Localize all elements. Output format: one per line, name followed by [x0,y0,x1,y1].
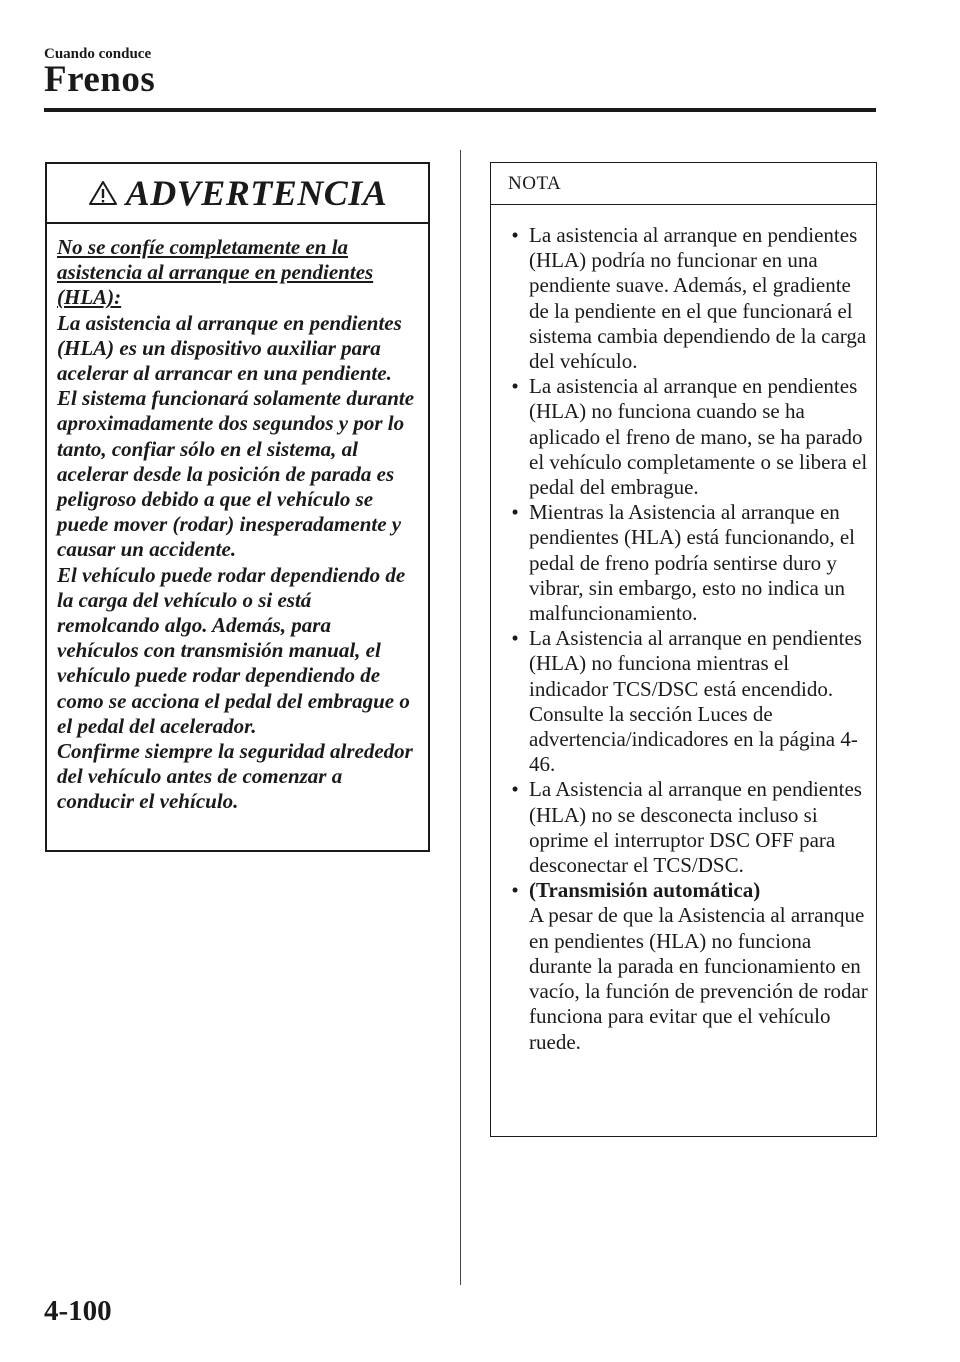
note-box [490,162,877,1137]
warning-header [47,164,428,224]
note-title: NOTA [491,163,876,205]
column-divider [460,150,461,1285]
note-item-text: La asistencia al arranque en pendientes (HLA) podría no funcionar en una pendiente suave. Además, el gradiente de la pendiente en el que funcionará el sistema cambia dependiendo de la carga del vehículo. [529,223,867,374]
note-item [501,878,870,1054]
page-number: 4-100 [44,1295,112,1327]
section-title: Frenos [44,59,156,100]
bullet-icon: • [511,878,519,903]
note-item [501,500,870,626]
bullet-icon: • [511,626,519,651]
header-rule [44,108,876,112]
section-label: Cuando conduce [44,46,152,62]
note-item-text: La Asistencia al arranque en pendientes (HLA) no funciona mientras el indicador TCS/DSC está encendido. [529,626,862,701]
note-item-text: A pesar de que la Asistencia al arranque en pendientes (HLA) no funciona durante la parada en funcionamiento en vacío, la función de prevención de rodar funciona para evitar que el vehículo ruede. [529,903,868,1054]
warning-title: ADVERTENCIA [125,173,388,213]
note-list [491,205,876,1055]
note-item [501,777,870,878]
warning-paragraph: Confirme siempre la seguridad alrededor del vehículo antes de comenzar a conducir el vehículo. [57,739,413,814]
warning-body [47,224,428,815]
note-item [501,626,870,777]
bullet-icon: • [511,374,519,399]
note-item-text: La asistencia al arranque en pendientes (HLA) no funciona cuando se ha aplicado el freno de mano, se ha parado el vehículo completamente o se libera el pedal del embrague. [529,374,868,500]
warning-heading: No se confíe completamente en la asistencia al arranque en pendientes (HLA): [57,235,374,310]
bullet-icon: • [511,777,519,802]
note-item [501,223,870,374]
warning-paragraph: El vehículo puede rodar dependiendo de la carga del vehículo o si está remolcando algo. Además, para vehículos con transmisión manual, el vehículo puede rodar dependiendo de como se acciona el pedal del embrague o el pedal del acelerador. [57,562,410,738]
bullet-icon: • [511,223,519,247]
warning-triangle-icon [88,180,118,206]
bullet-icon: • [511,500,519,525]
note-item-text: La Asistencia al arranque en pendientes (HLA) no se desconecta incluso si oprime el interruptor DSC OFF para desconectar el TCS/DSC. [529,777,862,878]
note-item-subhead: (Transmisión automática) [529,878,761,903]
note-item-text: Mientras la Asistencia al arranque en pendientes (HLA) está funcionando, el pedal de freno podría sentirse duro y vibrar, sin embargo, esto no indica un malfuncionamiento. [529,500,855,626]
note-item [501,374,870,500]
note-item-reference: Consulte la sección Luces de advertencia/indicadores en la página 4-46. [529,701,858,777]
warning-box [45,162,430,852]
warning-paragraph: La asistencia al arranque en pendientes (HLA) es un dispositivo auxiliar para acelerar al arrancar en una pendiente. El sistema funcionará solamente durante aproximadamente dos segundos y por lo tanto, confiar sólo en el sistema, al acelerar desde la posición de parada es peligroso debido a que el vehículo se puede mover (rodar) inesperadamente y causar un accidente. [57,310,415,562]
